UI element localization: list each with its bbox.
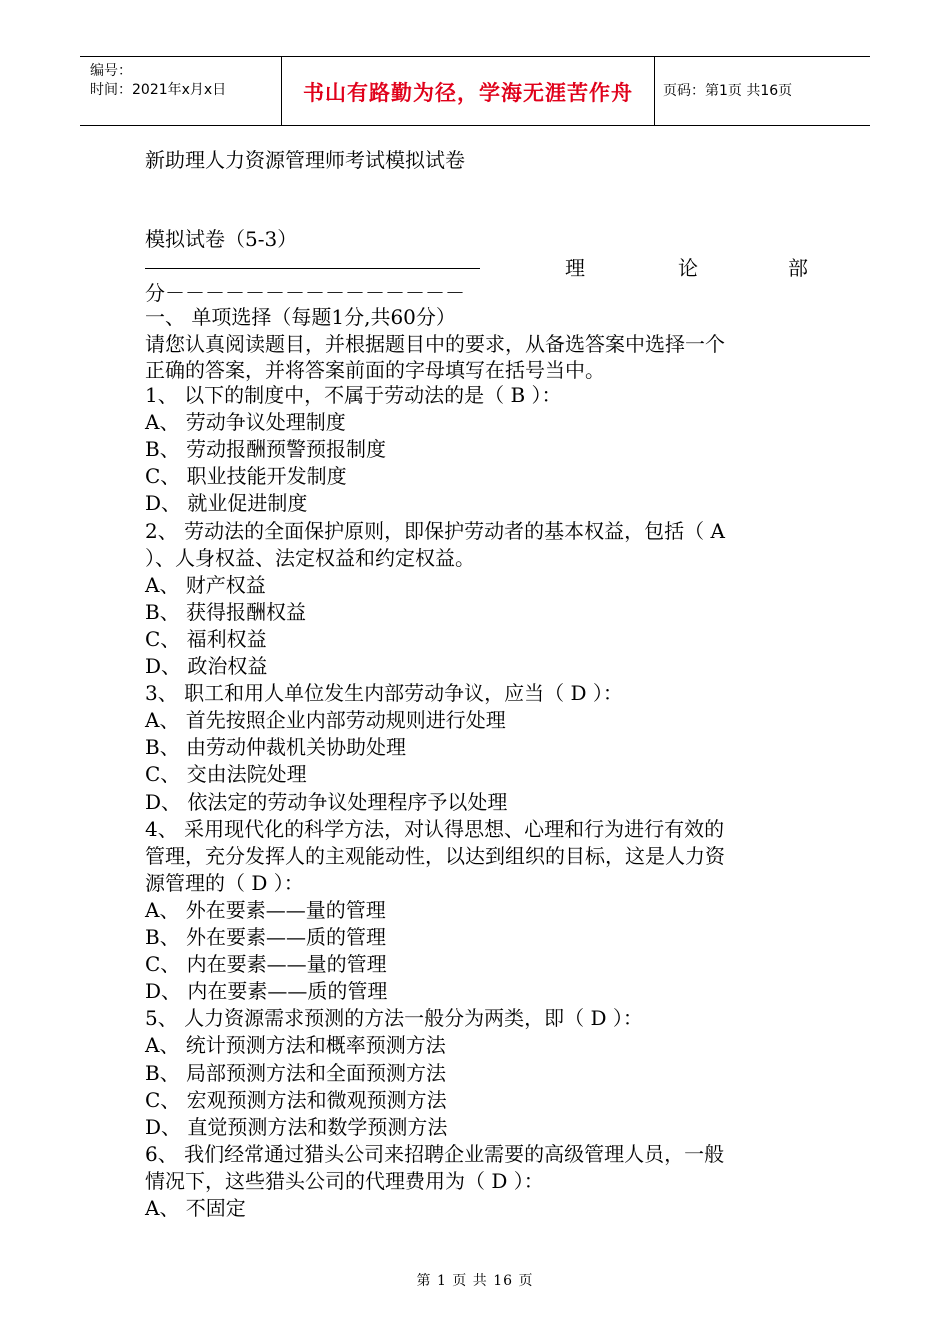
doc-title: 新助理人力资源管理师考试模拟试卷 (145, 148, 465, 172)
question-line: B、 由劳动仲裁机关协助处理 (145, 735, 407, 760)
time-label: 时间：2021年x月x日 (90, 82, 227, 98)
instruction-line-2: 正确的答案，并将答案前面的字母填写在括号当中。 (145, 358, 605, 382)
question-line: C、 职业技能开发制度 (145, 464, 347, 489)
section-heading: 一、 单项选择（每题1分,共60分） (145, 305, 456, 329)
part-word-3: 部 (788, 256, 808, 280)
part-line: 分－－－－－－－－－－－－－－－ (145, 281, 465, 305)
header-motto-cell (281, 57, 655, 125)
question-line: B、 获得报酬权益 (145, 599, 307, 624)
question-line: C、 内在要素——量的管理 (145, 952, 387, 977)
question-line: C、 宏观预测方法和微观预测方法 (145, 1087, 447, 1112)
question-line: D、 内在要素——质的管理 (145, 979, 388, 1004)
question-line: 管理，充分发挥人的主观能动性，以达到组织的目标，这是人力资 (145, 843, 725, 868)
question-line: 5、 人力资源需求预测的方法一般分为两类，即（ D ）： (145, 1006, 643, 1031)
page-footer: 第 1 页 共 16 页 (416, 1273, 534, 1289)
part-divider-line (145, 268, 480, 269)
number-label: 编号： (90, 63, 132, 79)
part-word-1: 理 (565, 256, 585, 280)
question-line: B、 局部预测方法和全面预测方法 (145, 1060, 447, 1085)
question-line: A、 外在要素——量的管理 (145, 897, 386, 922)
question-line: 6、 我们经常通过猎头公司来招聘企业需要的高级管理人员，一般 (145, 1141, 725, 1166)
question-line: D、 政治权益 (145, 654, 268, 678)
question-line: A、 不固定 (145, 1196, 246, 1220)
question-line: A、 首先按照企业内部劳动规则进行处理 (145, 708, 506, 733)
header-right-cell (655, 57, 870, 125)
question-line: D、 就业促进制度 (145, 491, 308, 516)
question-line: C、 交由法院处理 (145, 762, 307, 787)
question-line: C、 福利权益 (145, 626, 267, 651)
question-line: B、 劳动报酬预警预报制度 (145, 437, 387, 462)
question-line: D、 依法定的劳动争议处理程序予以处理 (145, 789, 508, 814)
doc-subtitle: 模拟试卷（5-3） (145, 227, 298, 251)
instruction-line-1: 请您认真阅读题目，并根据题目中的要求，从备选答案中选择一个 (145, 332, 725, 356)
page-code: 页码：第1页 共16页 (663, 83, 793, 99)
question-line: 2、 劳动法的全面保护原则，即保护劳动者的基本权益，包括（ A (145, 518, 725, 543)
question-line: 情况下，这些猎头公司的代理费用为（ D ）： (145, 1168, 544, 1193)
question-line: ）、人身权益、法定权益和约定权益。 (145, 545, 475, 570)
question-line: 4、 采用现代化的科学方法，对认得思想、心理和行为进行有效的 (145, 816, 725, 841)
part-word-2: 论 (678, 256, 698, 280)
question-line: A、 统计预测方法和概率预测方法 (145, 1033, 446, 1058)
question-line: A、 劳动争议处理制度 (145, 410, 346, 435)
question-line: 源管理的（ D ）： (145, 870, 304, 895)
motto: 书山有路勤为径，学海无涯苦作舟 (303, 81, 633, 105)
question-line: D、 直觉预测方法和数学预测方法 (145, 1114, 448, 1139)
header-table (80, 56, 870, 126)
question-line: 3、 职工和用人单位发生内部劳动争议，应当（ D ）： (145, 681, 623, 706)
question-line: 1、 以下的制度中，不属于劳动法的是（ B ）： (145, 383, 562, 407)
question-line: B、 外在要素——质的管理 (145, 925, 387, 949)
question-line: A、 财产权益 (145, 572, 266, 597)
header-left-cell (80, 57, 280, 125)
